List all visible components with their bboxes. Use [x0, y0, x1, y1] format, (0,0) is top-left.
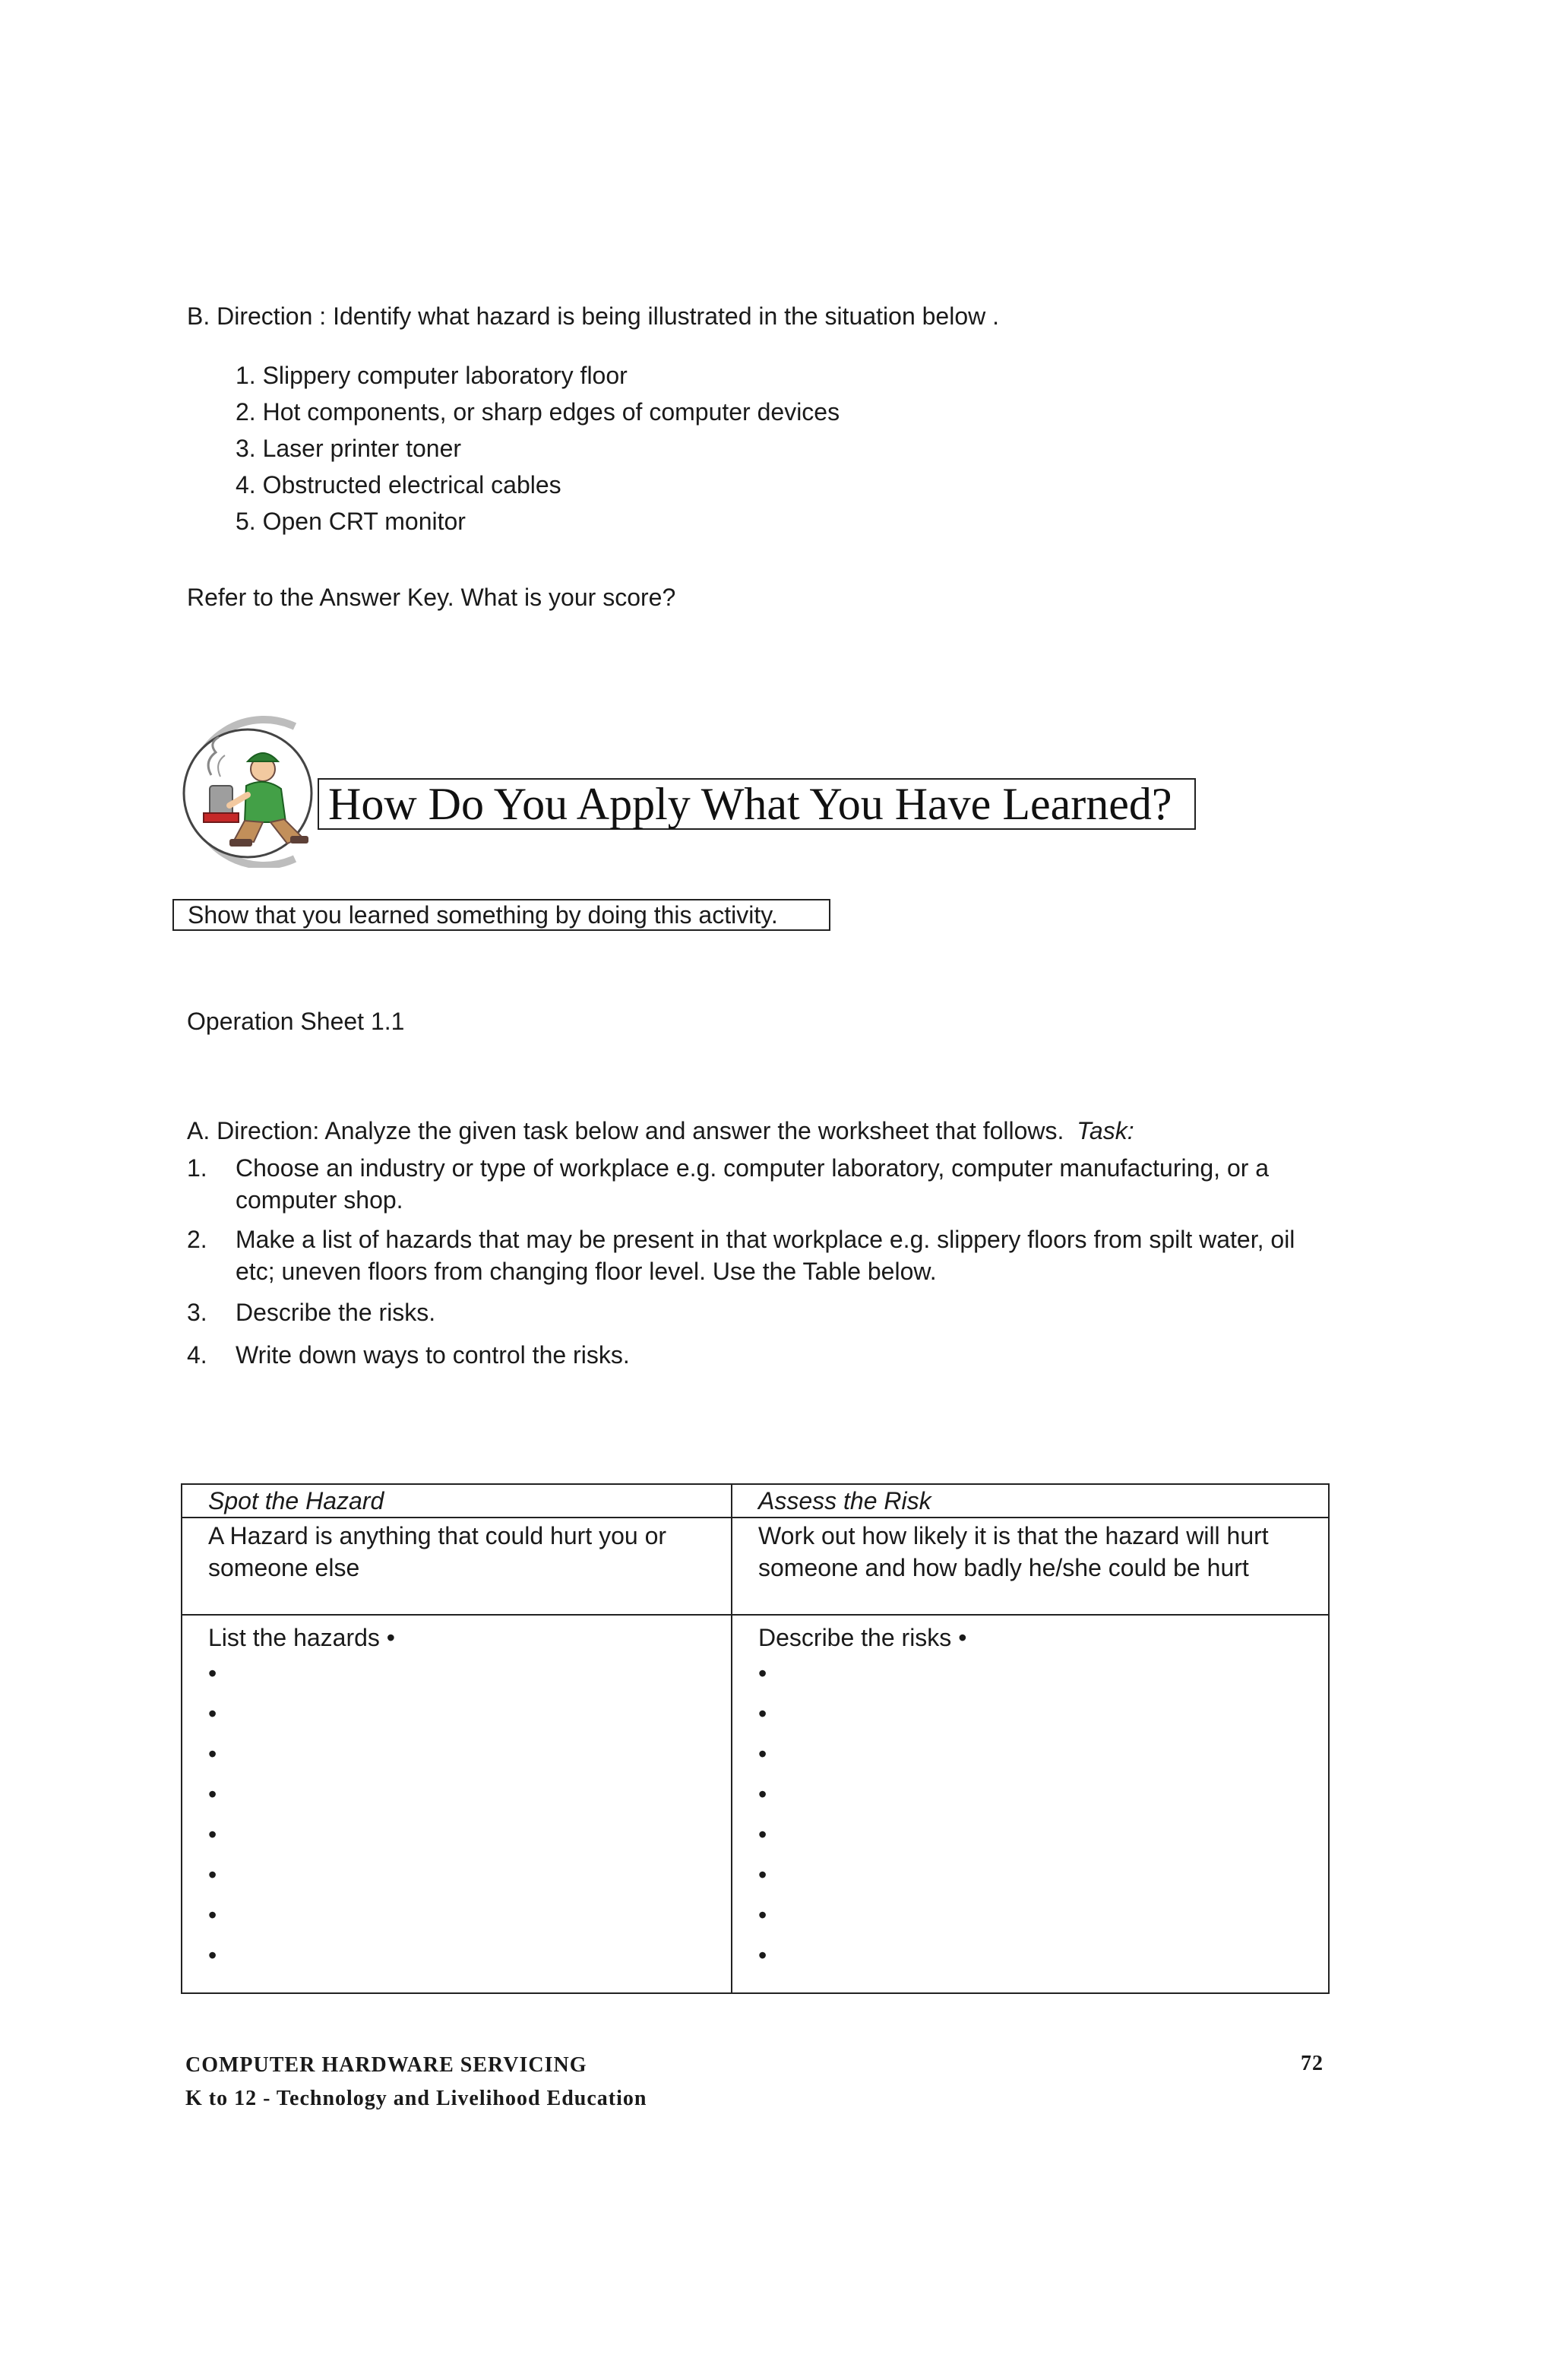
bullet: •: [758, 1780, 767, 1808]
task-text: Choose an industry or type of workplace e.g. computer laboratory, computer manufacturing, or a computer shop.: [236, 1154, 1270, 1214]
footer-program: K to 12 - Technology and Livelihood Education: [185, 2087, 647, 2110]
bullet: •: [208, 1861, 217, 1888]
task-label: Task:: [1077, 1117, 1134, 1144]
bullet: •: [208, 1780, 217, 1808]
bullet: •: [758, 1700, 767, 1727]
table-row: [182, 1518, 1329, 1615]
operation-sheet-title: Operation Sheet 1.1: [187, 1008, 405, 1035]
apply-heading: How Do You Apply What You Have Learned?: [318, 778, 1196, 830]
task-number: 2.: [187, 1226, 207, 1253]
header-assess-risk: Assess the Risk: [732, 1484, 1329, 1518]
header-spot-hazard: Spot the Hazard: [182, 1484, 732, 1518]
task-text: Make a list of hazards that may be present in that workplace e.g. slippery floors from spilt water, oil etc; uneven floors from changing floor level. Use the Table below.: [236, 1226, 1295, 1285]
bullet: •: [758, 1861, 767, 1888]
bullet: •: [758, 1942, 767, 1969]
section-a-direction: [187, 1116, 1134, 1146]
task-text: Write down ways to control the risks.: [236, 1341, 630, 1369]
hazard-definition: A Hazard is anything that could hurt you or someone else: [182, 1518, 732, 1615]
list-item: 2. Hot components, or sharp edges of computer devices: [236, 398, 840, 426]
bullet: •: [758, 1740, 767, 1768]
bullet: •: [208, 1660, 217, 1687]
bullet: •: [208, 1700, 217, 1727]
bullet: •: [208, 1821, 217, 1848]
task-number: 1.: [187, 1154, 207, 1182]
bullet: •: [758, 1821, 767, 1848]
task-number: 4.: [187, 1341, 207, 1369]
footer-course-title: COMPUTER HARDWARE SERVICING: [185, 2053, 587, 2077]
list-item: 1. Slippery computer laboratory floor: [236, 362, 628, 389]
bullet: •: [758, 1901, 767, 1929]
table-header-row: [182, 1484, 1329, 1518]
hazard-bullets: [208, 1654, 731, 1976]
hazard-situation-list: [236, 360, 840, 543]
answer-key-prompt: Refer to the Answer Key. What is your score?: [187, 584, 676, 611]
bullet: •: [208, 1901, 217, 1929]
task-text: Describe the risks.: [236, 1299, 436, 1326]
worker-icon: [181, 716, 318, 868]
table-row: [182, 1615, 1329, 1993]
task-number: 3.: [187, 1299, 207, 1326]
hazard-list-cell[interactable]: [182, 1615, 732, 1993]
list-item: 5. Open CRT monitor: [236, 508, 466, 535]
bullet: •: [208, 1740, 217, 1768]
apply-illustration: [181, 716, 318, 868]
risk-definition: Work out how likely it is that the hazard will hurt someone and how badly he/she could be hurt: [732, 1518, 1329, 1615]
section-b-direction: B. Direction : Identify what hazard is being illustrated in the situation below .: [187, 302, 1000, 330]
risk-list-cell[interactable]: [732, 1615, 1329, 1993]
list-item: 3. Laser printer toner: [236, 435, 462, 462]
describe-risks-label: Describe the risks •: [758, 1624, 967, 1651]
bullet: •: [758, 1660, 767, 1687]
page-number: 72: [1301, 2052, 1324, 2075]
activity-instruction-box: Show that you learned something by doing this activity.: [172, 899, 830, 931]
hazard-worksheet-table: [181, 1483, 1330, 1994]
list-hazards-label: List the hazards •: [208, 1624, 395, 1651]
direction-text: A. Direction: Analyze the given task below and answer the worksheet that follows.: [187, 1117, 1064, 1144]
risk-bullets: [758, 1654, 1328, 1976]
bullet: •: [208, 1942, 217, 1969]
list-item: 4. Obstructed electrical cables: [236, 471, 561, 498]
